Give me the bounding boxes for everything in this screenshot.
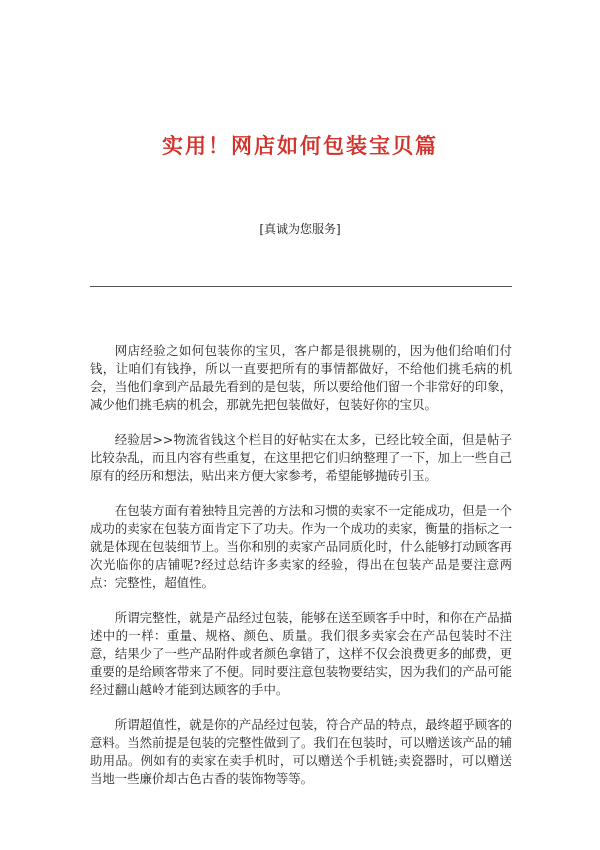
paragraph: 在包装方面有着独特且完善的方法和习惯的卖家不一定能成功，但是一个成功的卖家在包装方面肯定下了功夫。作为一个成功的卖家，衡量的指标之一就是体现在包装细节上。当你和别的卖家产品同质化时，什么能够打动顾客再次光临你的店铺呢?经过总结许多卖家的经验，得出在包装产品是要注意两点：完整性，超值性。 [90, 503, 512, 590]
horizontal-divider [90, 286, 512, 287]
page-title: 实用！网店如何包装宝贝篇 [162, 133, 438, 158]
paragraph: 所谓超值性，就是你的产品经过包装，符合产品的特点，最终超乎顾客的意料。当然前提是包装的完整性做到了。我们在包装时，可以赠送该产品的辅助用品。例如有的卖家在卖手机时，可以赠送个手机链;卖瓷器时，可以赠送当地一些廉价却古色古香的装饰物等等。 [90, 717, 512, 786]
paragraph: 所谓完整性，就是产品经过包装，能够在送至顾客手中时，和你在产品描述中的一样：重量、规格、颜色、质量。我们很多卖家会在产品包装时不注意，结果少了一些产品附件或者颜色拿错了，这样不仅会浪费更多的邮费，更重要的是给顾客带来了不便。同时要注意包装物要结实，因为我们的产品可能经过翻山越岭才能到达顾客的手中。 [90, 610, 512, 697]
paragraph: 网店经验之如何包装你的宝贝，客户都是很挑剔的，因为他们给咱们付钱，让咱们有钱挣，所以一直要把所有的事情都做好，不给他们挑毛病的机会，当他们拿到产品最先看到的是包装，所以要给他们留一个非常好的印象，减少他们挑毛病的机会，那就先把包装做好，包装好你的宝贝。 [90, 343, 512, 412]
article-body [90, 342, 512, 805]
paragraph: 经验居>>物流省钱这个栏目的好帖实在太多，已经比较全面，但是帖子比较杂乱，而且内容有些重复，在这里把它们归纳整理了一下，加上一些自己原有的经历和想法，贴出来方便大家参考，希望能够抛砖引玉。 [90, 432, 512, 483]
subtitle: [真诚为您服务] [259, 222, 341, 236]
